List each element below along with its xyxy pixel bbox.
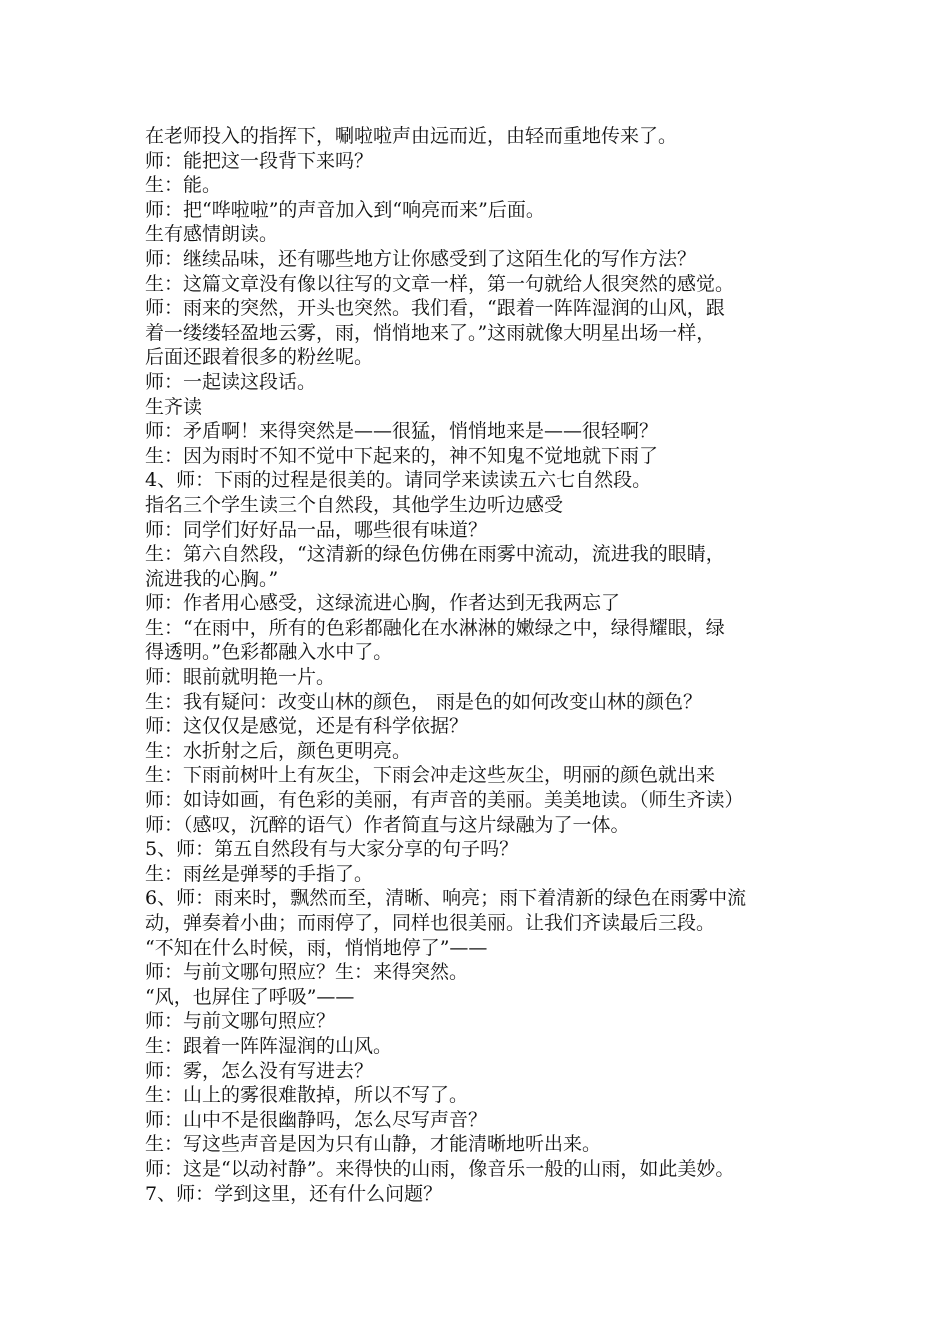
text-line: 生：第六自然段，“这清新的绿色仿佛在雨雾中流动，流进我的眼睛， bbox=[145, 543, 725, 566]
text-line: 师：眼前就明艳一片。 bbox=[145, 666, 336, 689]
text-line: 生：下雨前树叶上有灰尘，下雨会冲走这些灰尘，明丽的颜色就出来 bbox=[145, 764, 716, 787]
text-line: 4、师：下雨的过程是很美的。请同学来读读五六七自然段。 bbox=[145, 469, 652, 492]
text-line: 师：与前文哪句照应？生：来得突然。 bbox=[145, 961, 469, 984]
text-line: 生：雨丝是弹琴的手指了。 bbox=[145, 862, 374, 885]
text-line: “风，也屏住了呼吸”—— bbox=[145, 985, 355, 1008]
text-line: 生有感情朗读。 bbox=[145, 223, 279, 246]
document-body bbox=[145, 124, 835, 1206]
text-line: 生齐读 bbox=[145, 395, 203, 418]
text-line: 师：（感叹，沉醉的语气）作者简直与这片绿融为了一体。 bbox=[145, 813, 630, 836]
text-line: “不知在什么时候，雨，悄悄地停了”—— bbox=[145, 936, 488, 959]
text-line: 5、师：第五自然段有与大家分享的句子吗？ bbox=[145, 838, 519, 861]
text-line: 师：矛盾啊！来得突然是——很猛，悄悄地来是——很轻啊？ bbox=[145, 420, 659, 443]
text-line: 生：写这些声音是因为只有山静，才能清晰地听出来。 bbox=[145, 1133, 602, 1156]
text-line: 生：我有疑问：改变山林的颜色， 雨是色的如何改变山林的颜色？ bbox=[145, 690, 703, 713]
text-line: 动，弹奏着小曲；而雨停了，同样也很美丽。让我们齐读最后三段。 bbox=[145, 912, 716, 934]
text-line: 得透明。”色彩都融入水中了。 bbox=[145, 641, 393, 664]
text-line: 师：继续品味，还有哪些地方让你感受到了这陌生化的写作方法？ bbox=[145, 247, 697, 270]
text-line: 后面还跟着很多的粉丝呢。 bbox=[145, 346, 374, 369]
text-line: 师：山中不是很幽静吗，怎么尽写声音？ bbox=[145, 1108, 488, 1131]
text-line: 师：把“哗啦啦”的声音加入到“响亮而来”后面。 bbox=[145, 198, 545, 221]
text-line: 生：“在雨中，所有的色彩都融化在水淋淋的嫩绿之中，绿得耀眼，绿 bbox=[145, 616, 725, 639]
text-line: 流进我的心胸。” bbox=[145, 567, 279, 590]
text-line: 6、师：雨来时，飘然而至，清晰、响亮；雨下着清新的绿色在雨雾中流 bbox=[145, 887, 747, 910]
text-line: 师：能把这一段背下来吗？ bbox=[145, 149, 374, 172]
text-line: 生：因为雨时不知不觉中下起来的，神不知鬼不觉地就下雨了 bbox=[145, 444, 659, 467]
text-line: 师：这是“以动衬静”。来得快的山雨，像音乐一般的山雨，如此美妙。 bbox=[145, 1157, 735, 1180]
text-line: 在老师投入的指挥下，唰啦啦声由远而近，由轻而重地传来了。 bbox=[145, 125, 678, 147]
text-line: 师：同学们好好品一品，哪些很有味道？ bbox=[145, 518, 488, 541]
text-line: 7、师：学到这里，还有什么问题？ bbox=[145, 1182, 443, 1205]
text-line: 生：这篇文章没有像以往写的文章一样，第一句就给人很突然的感觉。 bbox=[145, 272, 735, 295]
text-line: 生：山上的雾很难散掉，所以不写了。 bbox=[145, 1084, 469, 1107]
text-line: 师：雨来的突然，开头也突然。我们看，“跟着一阵阵湿润的山风，跟 bbox=[145, 297, 725, 320]
text-line: 生：跟着一阵阵湿润的山风。 bbox=[145, 1034, 393, 1057]
text-line: 师：作者用心感受，这绿流进心胸，作者达到无我两忘了 bbox=[145, 592, 621, 615]
text-line: 生：能。 bbox=[145, 174, 222, 197]
text-line: 师：一起读这段话。 bbox=[145, 370, 317, 393]
text-line: 师：与前文哪句照应？ bbox=[145, 1010, 336, 1033]
text-line: 师：雾，怎么没有写进去？ bbox=[145, 1059, 374, 1082]
text-line: 指名三个学生读三个自然段，其他学生边听边感受 bbox=[145, 493, 564, 516]
text-line: 着一缕缕轻盈地云雾，雨，悄悄地来了。”这雨就像大明星出场一样， bbox=[145, 321, 716, 344]
text-line: 生：水折射之后，颜色更明亮。 bbox=[145, 739, 412, 762]
text-line: 师：这仅仅是感觉，还是有科学依据？ bbox=[145, 715, 469, 738]
text-line: 师：如诗如画，有色彩的美丽，有声音的美丽。美美地读。（师生齐读） bbox=[145, 789, 744, 812]
